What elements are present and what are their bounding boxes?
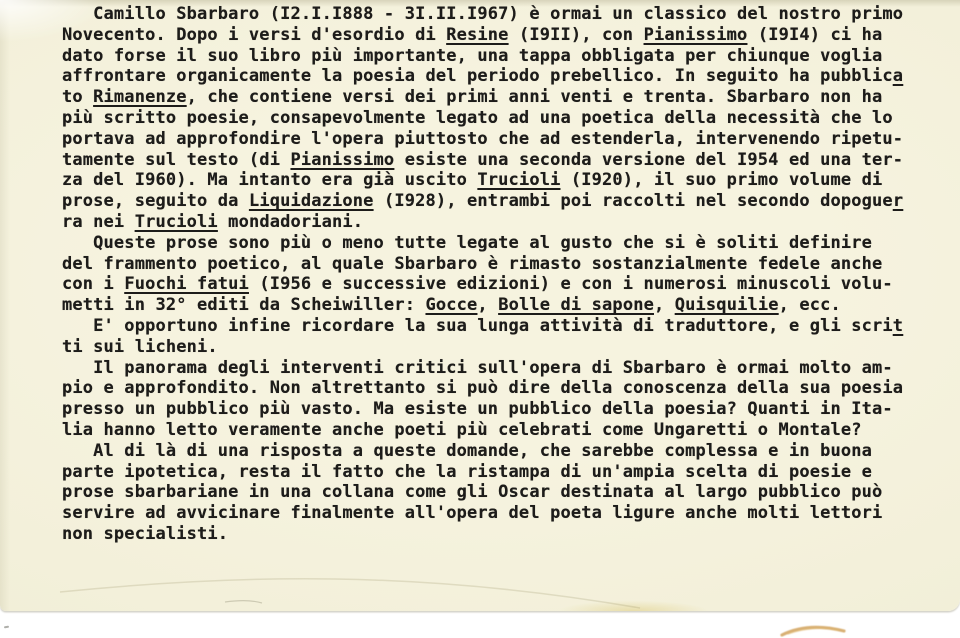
scan-smudge-mark [778, 620, 850, 638]
underlined-title: Gocce [425, 295, 478, 316]
text-segment: del frammento poetico, al quale Sbarbaro è rimasto sostanzialmente fedele anche [62, 253, 883, 274]
scan-speck [4, 626, 9, 629]
text-line [62, 358, 903, 379]
typewritten-text [62, 4, 903, 545]
text-segment: tamente sul testo (di [62, 149, 291, 170]
text-segment: Camillo Sbarbaro (I2.I.I888 - 3I.II.I967) è ormai un classico del nostro primo [62, 4, 904, 24]
text-segment: mondadoriani. [217, 211, 364, 232]
text-line [62, 378, 903, 399]
text-line [62, 274, 903, 295]
text-segment: ti sui licheni. [62, 336, 218, 357]
text-segment: affrontare organicamente la poesia del periodo prebellico. In seguito ha pubblic [62, 66, 893, 87]
underlined-title: Rimanenze [93, 87, 187, 108]
text-line [62, 87, 903, 108]
underlined-title: Resine [446, 24, 509, 45]
text-segment: esiste una seconda versione del I954 ed una ter- [394, 149, 904, 170]
text-line [62, 503, 903, 524]
text-segment: lia hanno letto veramente anche poeti più celebrati come Ungaretti o Montale? [62, 419, 862, 440]
text-line [62, 295, 903, 316]
text-line [62, 316, 903, 337]
text-segment: , [653, 295, 675, 316]
text-line [62, 233, 903, 254]
text-line [62, 441, 903, 462]
underlined-title: Liquidazione [248, 191, 374, 212]
underlined-title: Trucioli [134, 211, 218, 232]
text-line [62, 420, 903, 441]
text-segment: (I956 e successive edizioni) e con i numerosi minuscoli volu- [248, 274, 893, 295]
text-line [62, 150, 903, 171]
text-segment: Al di là di una risposta a queste domande, che sarebbe complessa e in buona [62, 440, 873, 461]
text-line [62, 337, 903, 358]
text-segment: , ecc. [778, 295, 841, 316]
text-segment: dato forse il suo libro più importante, una tappa obbligata per chiunque voglia [62, 45, 883, 66]
text-segment: (I920), il suo primo volume di [560, 170, 883, 191]
text-segment: (I928), entrambi poi raccolti nel secondo dopogue [373, 191, 893, 212]
text-segment: pio e approfondito. Non altrettanto si può dire della conoscenza della sua poesia [62, 378, 904, 399]
text-segment: , [477, 295, 499, 316]
text-line [62, 254, 903, 275]
text-segment: servire ad avvicinare finalmente all'opera del poeta ligure anche molti lettori [62, 503, 883, 524]
text-segment: più scritto poesie, consapevolmente legato ad una poetica della necessità che lo [62, 107, 893, 128]
underlined-title: Quisquilie [674, 295, 779, 316]
text-segment: ra nei [62, 211, 135, 232]
text-line [62, 482, 903, 503]
underlined-title: Trucioli [477, 170, 561, 191]
text-line [62, 46, 903, 67]
text-segment: to [62, 87, 94, 108]
text-line [62, 25, 903, 46]
text-line [62, 129, 903, 150]
text-segment: portava ad approfondire l'opera piuttosto che ad estenderla, intervenendo ripetu- [62, 128, 904, 149]
text-segment: (I9I4) ci ha [747, 24, 883, 45]
text-line [62, 66, 903, 87]
underlined-title: Fuochi fatui [124, 274, 249, 295]
text-line [62, 170, 903, 191]
text-segment: presso un pubblico più vasto. Ma esiste un pubblico della poesia? Quanti in Ita- [62, 399, 893, 420]
underlined-title: r [892, 191, 904, 212]
text-line [62, 191, 903, 212]
text-segment: prose, seguito da [62, 191, 249, 212]
text-segment: non specialisti. [62, 523, 229, 544]
underlined-title: Bolle di sapone [498, 295, 654, 316]
text-segment: E' opportuno infine ricordare la sua lunga attività di traduttore, e gli scri [62, 315, 893, 336]
text-segment: Il panorama degli interventi critici sull'opera di Sbarbaro è ormai molto am- [62, 357, 893, 378]
text-segment: Novecento. Dopo i versi d'esordio di [62, 24, 447, 45]
underlined-title: Pianissimo [290, 149, 395, 170]
underlined-title: Pianissimo [643, 24, 748, 45]
text-segment: metti in 32° editi da Scheiwiller: [62, 295, 426, 316]
text-line [62, 212, 903, 233]
underlined-title: t [892, 315, 904, 336]
text-line [62, 399, 903, 420]
text-line [62, 524, 903, 545]
text-segment: za del I960). Ma intanto era già uscito [62, 170, 478, 191]
text-segment: Queste prose sono più o meno tutte legate al gusto che si è soliti definire [62, 232, 873, 253]
text-segment: con i [62, 274, 125, 295]
text-line [62, 108, 903, 129]
text-segment: , che contiene versi dei primi anni venti e trenta. Sbarbaro non ha [186, 87, 883, 108]
text-segment: parte ipotetica, resta il fatto che la ristampa di un'ampia scelta di poesie e [62, 461, 873, 482]
text-segment: prose sbarbariane in una collana come gli Oscar destinata al largo pubblico può [62, 482, 883, 503]
underlined-title: a [892, 66, 904, 87]
text-line [62, 4, 903, 25]
text-segment: (I9II), con [508, 24, 644, 45]
paper-crease [0, 560, 700, 615]
text-line [62, 462, 903, 483]
